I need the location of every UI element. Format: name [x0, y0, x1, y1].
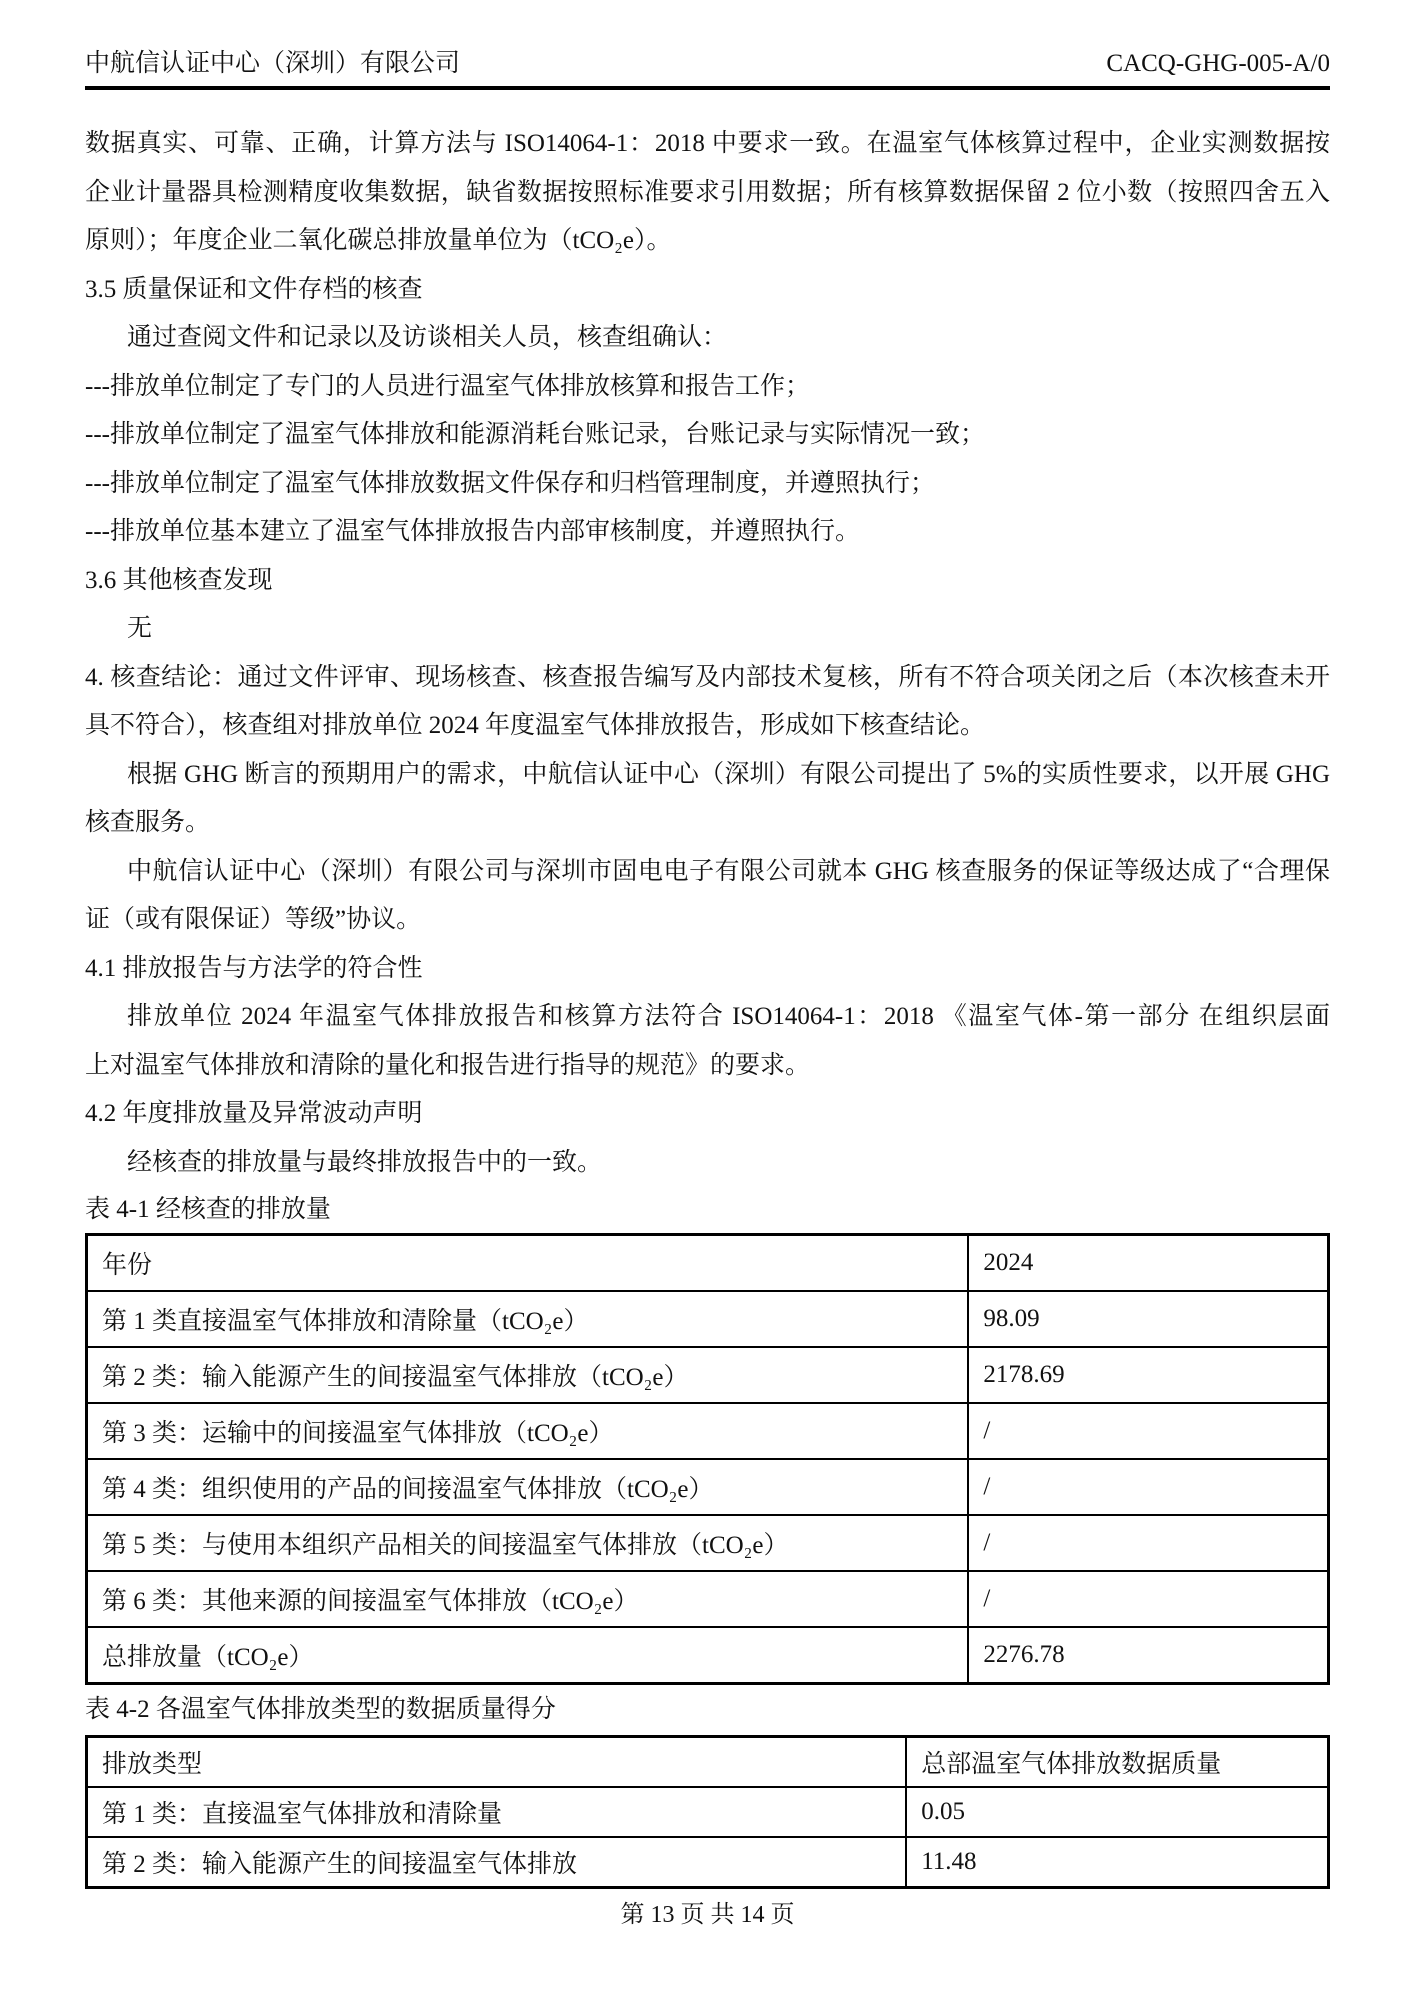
- body-line: 4.1 排放报告与方法学的符合性: [85, 954, 423, 982]
- table-row: [87, 1787, 1329, 1837]
- table-cell-label: 第 6 类：其他来源的间接温室气体排放（tCO₂e）: [87, 1571, 969, 1627]
- table-header-row: [87, 1737, 1329, 1788]
- page-header: [85, 0, 1330, 80]
- table-cell-label: 第 4 类：组织使用的产品的间接温室气体排放（tCO₂e）: [87, 1459, 969, 1515]
- header-rule: [85, 86, 1330, 90]
- table-header-cell: 排放类型: [87, 1737, 907, 1788]
- table-4-1-caption: 表 4-1 经核查的排放量: [85, 1196, 331, 1223]
- verified-emissions-table: [85, 1233, 1330, 1685]
- body-line: 数据真实、可靠、正确，计算方法与 ISO14064-1：2018 中要求一致。在温室气体核算过程中，企业实测数据按: [85, 130, 1330, 157]
- table-header-cell: 总部温室气体排放数据质量: [906, 1737, 1328, 1788]
- body-line: 中航信认证中心（深圳）有限公司与深圳市固电电子有限公司就本 GHG 核查服务的保证等级达成了“合理保: [127, 857, 1330, 885]
- body-line: 核查服务。: [85, 809, 211, 836]
- body-line: 排放单位 2024 年温室气体排放报告和核算方法符合 ISO14064-1：2018 《温室气体-第一部分 在组织层面: [127, 1003, 1330, 1030]
- table-cell-label: 总排放量（tCO₂e）: [87, 1627, 969, 1684]
- body-line: 根据 GHG 断言的预期用户的需求，中航信认证中心（深圳）有限公司提出了 5%的实质性要求，以开展 GHG: [127, 760, 1330, 788]
- table-cell-label: 年份: [87, 1235, 969, 1292]
- table-row: [87, 1515, 1329, 1571]
- table-cell-value: /: [968, 1459, 1328, 1515]
- body-line: 无: [127, 615, 153, 642]
- table-row: [87, 1627, 1329, 1684]
- body-line: 3.6 其他核查发现: [85, 566, 273, 594]
- table-cell-value: /: [968, 1571, 1328, 1627]
- table-cell-label: 第 1 类直接温室气体排放和清除量（tCO₂e）: [87, 1291, 969, 1347]
- table-row: [87, 1347, 1329, 1403]
- body-line: ---排放单位基本建立了温室气体排放报告内部审核制度，并遵照执行。: [85, 518, 860, 545]
- body-line: 具不符合），核查组对排放单位 2024 年度温室气体排放报告，形成如下核查结论。: [85, 712, 986, 739]
- table-cell-label: 第 5 类：与使用本组织产品相关的间接温室气体排放（tCO₂e）: [87, 1515, 969, 1571]
- table-row: [87, 1837, 1329, 1888]
- table-cell-value: 2276.78: [968, 1627, 1328, 1684]
- table-cell-value: 2024: [968, 1235, 1328, 1292]
- table-cell-value: 11.48: [906, 1837, 1328, 1888]
- table-row: [87, 1571, 1329, 1627]
- table-row: [87, 1403, 1329, 1459]
- table-row: [87, 1235, 1329, 1292]
- table-row: [87, 1459, 1329, 1515]
- body-line: 4.2 年度排放量及异常波动声明: [85, 1100, 423, 1127]
- table-cell-label: 第 2 类：输入能源产生的间接温室气体排放（tCO₂e）: [87, 1347, 969, 1403]
- table-cell-value: 0.05: [906, 1787, 1328, 1837]
- body-text: [85, 120, 1330, 1187]
- body-line: ---排放单位制定了专门的人员进行温室气体排放核算和报告工作；: [85, 372, 810, 400]
- header-doc-code: CACQ-GHG-005-A/0: [1106, 50, 1330, 77]
- body-line: 上对温室气体排放和清除的量化和报告进行指导的规范》的要求。: [85, 1051, 811, 1079]
- table-cell-label: 第 1 类：直接温室气体排放和清除量: [87, 1787, 907, 1837]
- header-company-name: 中航信认证中心（深圳）有限公司: [85, 50, 461, 77]
- body-line: ---排放单位制定了温室气体排放数据文件保存和归档管理制度，并遵照执行；: [85, 469, 935, 497]
- body-line: ---排放单位制定了温室气体排放和能源消耗台账记录，台账记录与实际情况一致；: [85, 421, 985, 448]
- data-quality-table: [85, 1735, 1330, 1889]
- table-row: [87, 1291, 1329, 1347]
- body-line: 通过查阅文件和记录以及访谈相关人员，核查组确认：: [127, 324, 728, 351]
- body-line: 经核查的排放量与最终排放报告中的一致。: [127, 1148, 603, 1176]
- table-cell-label: 第 3 类：运输中的间接温室气体排放（tCO₂e）: [87, 1403, 969, 1459]
- body-line: 原则）；年度企业二氧化碳总排放量单位为（tCO₂e）。: [85, 227, 672, 254]
- table-4-2-caption: 表 4-2 各温室气体排放类型的数据质量得分: [85, 1696, 556, 1723]
- table-cell-value: /: [968, 1403, 1328, 1459]
- table-cell-value: 2178.69: [968, 1347, 1328, 1403]
- page-number: 第 13 页 共 14 页: [620, 1902, 795, 1928]
- body-line: 企业计量器具检测精度收集数据，缺省数据按照标准要求引用数据；所有核算数据保留 2 位小数（按照四舍五入: [85, 178, 1330, 206]
- body-line: 4. 核查结论：通过文件评审、现场核查、核查报告编写及内部技术复核，所有不符合项关闭之后（本次核查未开: [85, 663, 1330, 691]
- table-cell-value: 98.09: [968, 1291, 1328, 1347]
- table-cell-value: /: [968, 1515, 1328, 1571]
- body-line: 证（或有限保证）等级”协议。: [85, 906, 422, 933]
- body-line: 3.5 质量保证和文件存档的核查: [85, 275, 423, 303]
- table-cell-label: 第 2 类：输入能源产生的间接温室气体排放: [87, 1837, 907, 1888]
